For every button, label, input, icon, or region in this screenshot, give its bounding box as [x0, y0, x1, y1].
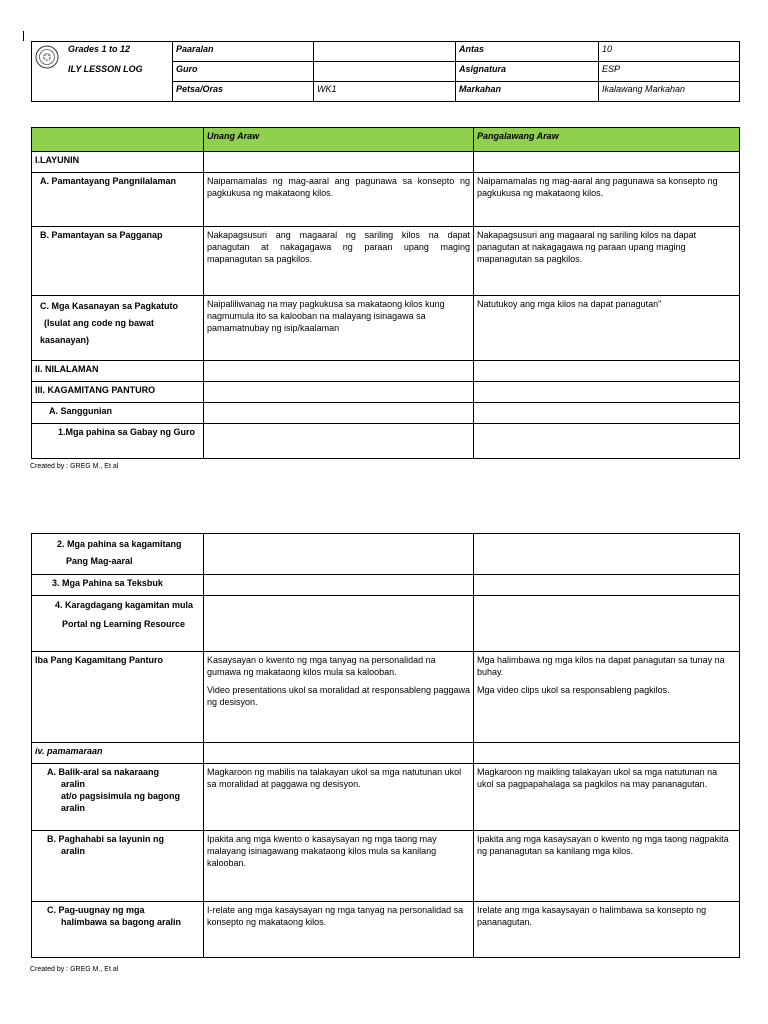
pang-mag-aaral-label-line1: 2. Mga pahina sa kagamitang — [57, 539, 182, 549]
paghahabi-label-l1: B. Paghahabi sa layunin ng — [47, 834, 165, 844]
pamantayang-pangnilalaman-day2: Naipamamalas ng mag-aaral ang pagunawa sa konsepto ng pagkukusa ng makataong kilos. — [474, 173, 740, 227]
column-header-row — [32, 128, 740, 152]
iba-pang-kagamitan-day1-p2: Video presentations ukol sa moralidad at responsableng paggawa ng desisyon. — [207, 685, 471, 708]
asignatura-label: Asignatura — [456, 62, 599, 82]
pag-uugnay-label-l2: halimbawa sa bagong aralin — [61, 917, 182, 928]
petsa-oras-value: WK1 — [314, 82, 456, 102]
pamamaraan-label: iv. pamamaraan — [32, 743, 204, 764]
karagdagang-kagamitan-label: 4. Karagdagang kagamitan mula — [55, 600, 194, 610]
table-row — [32, 902, 740, 958]
balik-aral-label-l2: aralin — [61, 779, 86, 790]
layunin-label: I.LAYUNIN — [32, 152, 204, 173]
pamantayan-pagganap-label: B. Pamantayan sa Pagganap — [32, 227, 204, 296]
kasanayan-label-cell — [32, 296, 204, 361]
pag-uugnay-day1: I-relate ang mga kasaysayan ng mga tanyag na personalidad sa konsepto ng makataong kilos. — [204, 902, 474, 958]
kasanayan-label: C. Mga Kasanayan sa Pagkatuto — [40, 301, 179, 311]
portal-lr-label: Portal ng Learning Resource — [62, 619, 186, 630]
pang-mag-aaral-label-line2: Pang Mag-aaral — [66, 556, 133, 567]
paaralan-value — [314, 42, 456, 62]
pamantayang-pangnilalaman-label: A. Pamantayang Pangnilalaman — [32, 173, 204, 227]
table-row — [32, 764, 740, 831]
table-row — [32, 227, 740, 296]
pamantayan-pagganap-day2: Nakapagsusuri ang magaaral ng sariling kilos na dapat panagutan at nakagagawa ng paraan upang maging mapanagutan sa pagkilos. — [474, 227, 740, 296]
guro-label: Guro — [173, 62, 314, 82]
antas-label: Antas — [456, 42, 599, 62]
lesson-table-part2 — [31, 533, 740, 958]
paghahabi-day1: Ipakita ang mga kwento o kasaysayan ng mga taong may malayang isinagawang makataong kilos mula sa kanilang kalooban. — [204, 831, 474, 902]
paghahabi-day2: Ipakita ang mga kasaysayan o kwento ng mga taong nagpakita ng pananagutan sa kanilang mga kilos. — [474, 831, 740, 902]
guro-value — [314, 62, 456, 82]
markahan-label: Markahan — [456, 82, 599, 102]
iba-pang-kagamitan-day2-p1: Mga halimbawa ng mga kilos na dapat panagutan sa tunay na buhay. — [477, 655, 725, 678]
kagamitang-panturo-label: III. KAGAMITANG PANTURO — [32, 382, 204, 403]
iba-pang-kagamitan-day1-p1: Kasaysayan o kwento ng mga tanyag na personalidad na gumawa ng makataong kilos mula sa kalooban. — [207, 655, 436, 678]
teksbuk-label: 3. Mga Pahina sa Teksbuk — [32, 575, 204, 596]
deped-seal-icon — [35, 45, 59, 69]
kasanayan-note-line2: kasanayan) — [40, 335, 90, 346]
table-row — [32, 534, 740, 575]
antas-value: 10 — [599, 42, 740, 62]
table-row — [32, 424, 740, 459]
unang-araw-header: Unang Araw — [204, 128, 474, 152]
table-row — [32, 652, 740, 743]
markahan-value: Ikalawang Markahan — [599, 82, 740, 102]
nilalaman-label: II. NILALAMAN — [32, 361, 204, 382]
pamantayang-pangnilalaman-day1: Naipamamalas ng mag-aaral ang pagunawa sa konsepto ng pagkukusa ng makataong kilos. — [204, 173, 474, 227]
kasanayan-day2: Natutukoy ang mga kilos na dapat panagutan" — [474, 296, 740, 361]
text-cursor — [23, 31, 24, 41]
header-logo-cell — [32, 42, 173, 102]
sanggunian-label: A. Sanggunian — [32, 403, 204, 424]
daily-lesson-log-title: ILY LESSON LOG — [68, 64, 143, 74]
pamantayan-pagganap-day1: Nakapagsusuri ang magaaral ng sariling kilos na dapat panagutan at nakagagawa ng paraan upang maging mapanagutan sa pagkilos. — [204, 227, 474, 296]
pangalawang-araw-header: Pangalawang Araw — [474, 128, 740, 152]
paghahabi-label-l2: aralin — [61, 846, 86, 857]
balik-aral-day2: Magkaroon ng maikling talakayan ukol sa mga natutunan na ukol sa pagpapahalaga sa pagkilos na may pananagutan. — [474, 764, 740, 831]
iba-pang-kagamitan-label: Iba Pang Kagamitang Panturo — [32, 652, 204, 743]
petsa-oras-label: Petsa/Oras — [173, 82, 314, 102]
table-row — [32, 296, 740, 361]
kasanayan-note-line1: (Isulat ang code ng bawat — [44, 318, 155, 329]
iba-pang-kagamitan-day2-p2: Mga video clips ukol sa responsableng pagkilos. — [477, 685, 670, 696]
balik-aral-label-l3: at/o pagsisimula ng bagong — [61, 791, 181, 802]
paaralan-label: Paaralan — [173, 42, 314, 62]
table-row — [32, 403, 740, 424]
balik-aral-day1: Magkaroon ng mabilis na talakayan ukol sa mga natutunan ukol sa moralidad at paggawa ng desisyon. — [204, 764, 474, 831]
grades-label: Grades 1 to 12 — [68, 44, 131, 54]
table-row — [32, 152, 740, 173]
table-row — [32, 382, 740, 403]
kasanayan-day1: Naipaliliwanag na may pagkukusa sa makataong kilos kung nagmumula ito sa kalooban na malayang isinagawa sa pamamatnubay ng isip/kaalaman — [204, 296, 474, 361]
asignatura-value: ESP — [599, 62, 740, 82]
table-row — [32, 831, 740, 902]
table-row — [32, 173, 740, 227]
table-row — [32, 361, 740, 382]
balik-aral-label-l1: A. Balik-aral sa nakaraang — [47, 767, 160, 777]
pag-uugnay-label-l1: C. Pag-uugnay ng mga — [47, 905, 145, 915]
gabay-guro-label: 1.Mga pahina sa Gabay ng Guro — [32, 424, 204, 459]
table-row — [32, 596, 740, 652]
balik-aral-label-l4: aralin — [61, 803, 86, 814]
pag-uugnay-day2: Irelate ang mga kasaysayan o halimbawa sa konsepto ng pananagutan. — [474, 902, 740, 958]
blank-header — [32, 128, 204, 152]
header-table — [31, 41, 740, 102]
footer-credit: Created by : GREG M., Et al — [30, 463, 119, 470]
lesson-table-part1 — [31, 127, 740, 459]
footer-credit-2: Created by : GREG M., Et al — [30, 966, 119, 973]
table-row — [32, 575, 740, 596]
table-row — [32, 743, 740, 764]
